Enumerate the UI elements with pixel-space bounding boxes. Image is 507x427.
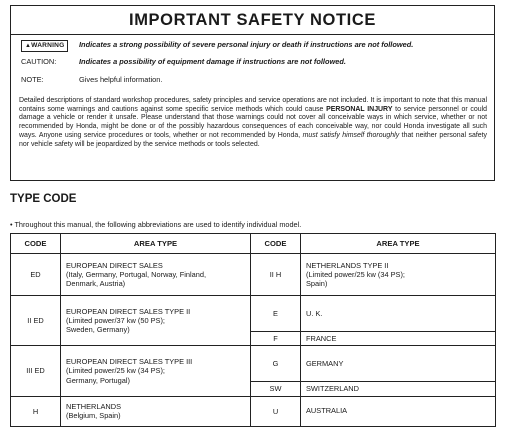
- satisfy-emphasis: must satisfy himself thoroughly: [302, 131, 400, 139]
- table-header-row: [11, 234, 496, 254]
- table-row: [11, 346, 496, 382]
- code-cell: III ED: [11, 346, 61, 396]
- area-type-header: AREA TYPE: [61, 234, 251, 254]
- code-cell: E: [251, 296, 301, 332]
- paragraph-text: to service personnel or could damage a vehicle or render it unsafe. Please understand that those warnings could not cover all conceivable ways in which service, whether or not recommended by Honda, might be done or of the possibly hazardous consequences of each conceivable way, nor could Honda investigate all such ways. Anyone using service procedures or tools, whether or not recommended by Honda,: [19, 105, 487, 139]
- area-cell: EUROPEAN DIRECT SALES TYPE II (Limited power/37 kw (50 PS); Sweden, Germany): [61, 296, 251, 346]
- area-cell: SWITZERLAND: [301, 382, 496, 396]
- table-row: [11, 296, 496, 332]
- code-header: CODE: [251, 234, 301, 254]
- type-code-heading: TYPE CODE: [10, 193, 77, 205]
- area-cell: NETHERLANDS TYPE II (Limited power/25 kw (34 PS); Spain): [301, 254, 496, 296]
- code-cell: U: [251, 396, 301, 426]
- area-cell: EUROPEAN DIRECT SALES TYPE III (Limited power/25 kw (34 PS); Germany, Portugal): [61, 346, 251, 396]
- warning-triangle-icon: ▲: [25, 43, 32, 49]
- safety-notice-box: [10, 5, 495, 181]
- area-cell: GERMANY: [301, 346, 496, 382]
- area-cell: U. K.: [301, 296, 496, 332]
- area-type-header: AREA TYPE: [301, 234, 496, 254]
- code-cell: F: [251, 332, 301, 346]
- notice-paragraph: [19, 97, 487, 149]
- caution-text: Indicates a possibility of equipment damage if instructions are not followed.: [79, 57, 346, 66]
- code-header: CODE: [11, 234, 61, 254]
- type-code-table: [10, 233, 496, 427]
- personal-injury-emphasis: PERSONAL INJURY: [326, 105, 393, 113]
- area-cell: EUROPEAN DIRECT SALES (Italy, Germany, Portugal, Norway, Finland, Denmark, Austria): [61, 254, 251, 296]
- code-cell: G: [251, 346, 301, 382]
- code-cell: II H: [251, 254, 301, 296]
- paragraph-text: that neither personal safety nor vehicle safety will be jeopardized by the service methods or tools selected.: [19, 131, 487, 148]
- title-divider: [11, 34, 494, 35]
- table-row: [11, 396, 496, 426]
- code-cell: ED: [11, 254, 61, 296]
- note-text: Gives helpful information.: [79, 75, 163, 84]
- code-cell: II ED: [11, 296, 61, 346]
- type-code-intro: • Throughout this manual, the following abbreviations are used to identify individual model.: [10, 220, 302, 229]
- code-cell: SW: [251, 382, 301, 396]
- code-cell: H: [11, 396, 61, 426]
- area-cell: FRANCE: [301, 332, 496, 346]
- caution-term: CAUTION:: [21, 57, 57, 66]
- warning-badge: ▲WARNING: [21, 40, 68, 52]
- notice-title: IMPORTANT SAFETY NOTICE: [129, 11, 376, 29]
- paragraph-text: Detailed descriptions of standard workshop procedures, safety principles and service operations are not included. It is important to note that this manual contains some warnings and cautions against some specific service methods which could cause: [19, 97, 487, 113]
- note-term: NOTE:: [21, 75, 44, 84]
- area-cell: NETHERLANDS (Belgium, Spain): [61, 396, 251, 426]
- warning-text: Indicates a strong possibility of severe personal injury or death if instructions are not followed.: [79, 40, 414, 49]
- table-row: [11, 254, 496, 296]
- area-cell: AUSTRALIA: [301, 396, 496, 426]
